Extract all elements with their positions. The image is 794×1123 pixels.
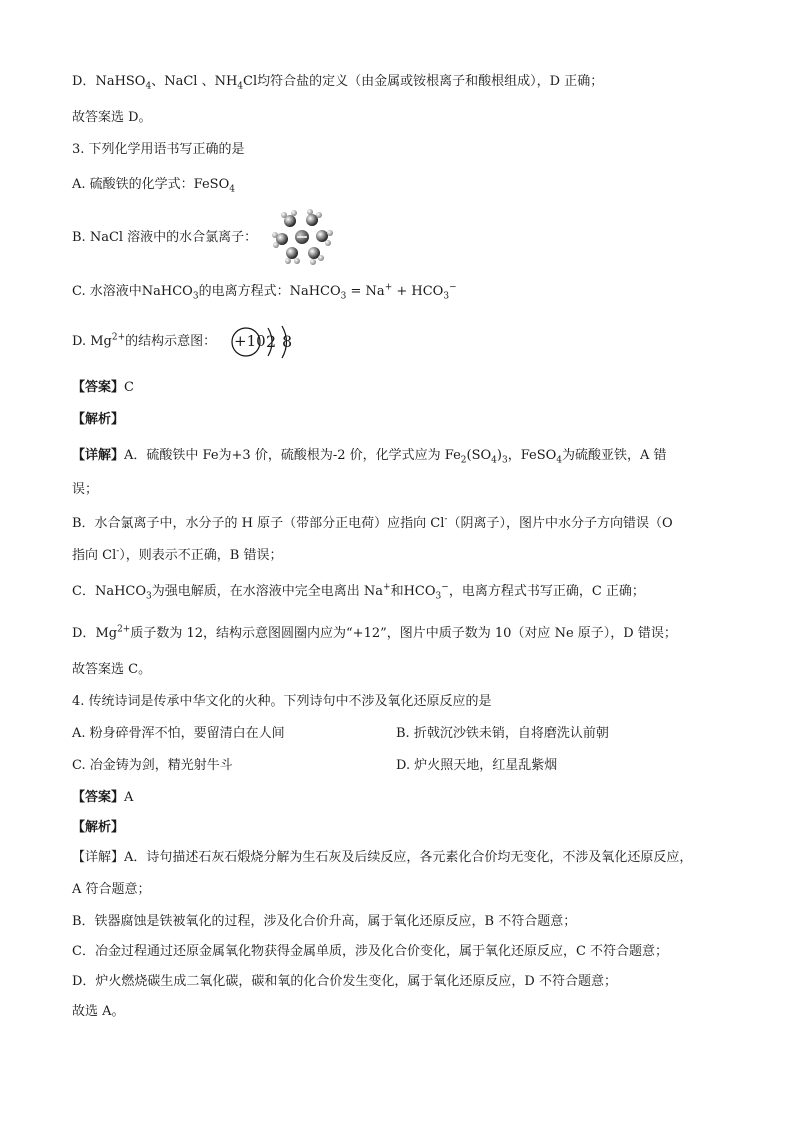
q4-analysis-tag: 【解析】 bbox=[72, 820, 125, 835]
q4-detail-a-line1: 【详解】A．诗句描述石灰石煅烧分解为生石灰及后续反应，各元素化合价均无变化，不涉及氧化还原反应， bbox=[72, 850, 693, 865]
q3-detail-b-line1: B．水合氯离子中，水分子的 H 原子（带部分正电荷）应指向 Cl-（阴离子），图片中水分子方向错误（O bbox=[72, 514, 673, 531]
hydrated-chloride-diagram bbox=[266, 208, 338, 266]
q3-detail-d: D．$Mg^{2+}$质子数为 12，结构示意图圆圈内应为“+12”，图片中质子数为 10（对应 Ne 原子），D 错误； bbox=[72, 624, 677, 641]
shell-1-electrons: 2 bbox=[266, 332, 277, 351]
q3-detail-b-line2: 指向 Cl-），则表示不正确，B 错误； bbox=[72, 546, 283, 563]
q4-option-b: B. 折戟沉沙铁未销，自将磨洗认前朝 bbox=[396, 726, 609, 741]
q4-option-c: C. 冶金铸为剑，精光射牛斗 bbox=[72, 758, 233, 773]
q3-detail-a-line1: 【详解】A．硫酸铁中 Fe为+3 价，硫酸根为-2 价，化学式应为 $Fe_2(SO_4)_3$，FeSO$_4$为硫酸亚铁，A 错 bbox=[72, 448, 667, 466]
q4-detail-c: C．冶金过程通过还原金属氧化物获得金属单质，涉及化合价变化，属于氧化还原反应，C 不符合题意； bbox=[72, 944, 669, 959]
q4-stem: 4. 传统诗词是传承中华文化的火种。下列诗句中不涉及氧化还原反应的是 bbox=[72, 694, 492, 709]
q4-option-a: A. 粉身碎骨浑不怕，要留清白在人间 bbox=[72, 726, 285, 741]
q3-detail-a-line2: 误； bbox=[72, 482, 99, 497]
nucleus-charge: +10 bbox=[234, 332, 266, 350]
q4-detail-a-line2: A 符合题意； bbox=[72, 882, 151, 897]
q4-detail-d: D．炉火燃烧碳生成二氧化碳，碳和氧的化合价发生变化，属于氧化还原反应，D 不符合题意； bbox=[72, 974, 617, 989]
q3-option-b: B. NaCl 溶液中的水合氯离子： bbox=[72, 230, 258, 245]
q3-option-c: C. 水溶液中NaHCO$_3$的电离方程式：NaHCO$_3$ = $Na^+ + HCO_3^-$ bbox=[72, 282, 457, 302]
q3-option-d: D. $Mg^{2+}$的结构示意图： bbox=[72, 332, 217, 349]
q4-detail-b: B．铁器腐蚀是铁被氧化的过程，涉及化合价升高，属于氧化还原反应，B 不符合题意； bbox=[72, 914, 577, 929]
mg-ion-structure-diagram bbox=[230, 322, 300, 362]
q3-answer: 【答案】C bbox=[72, 380, 134, 395]
q3-analysis-tag: 【解析】 bbox=[72, 412, 125, 427]
q3-option-a: A. 硫酸铁的化学式：FeSO$_4$ bbox=[72, 177, 235, 195]
q3-stem: 3. 下列化学用语书写正确的是 bbox=[72, 142, 245, 157]
shell-2-electrons: 8 bbox=[282, 332, 293, 351]
q2-conclusion: 故答案选 D。 bbox=[72, 110, 152, 125]
q3-detail-c: C．NaHCO$_3$为强电解质，在水溶液中完全电离出 Na+和$HCO_3^-$，电离方程式书写正确，C 正确； bbox=[72, 582, 645, 602]
q4-option-d: D. 炉火照天地，红星乱紫烟 bbox=[396, 758, 558, 773]
q2-option-d-explanation: D．NaHSO$_4$、NaCl 、$NH_4Cl$均符合盐的定义（由金属或铵根离子和酸根组成），D 正确； bbox=[72, 74, 604, 92]
q4-answer: 【答案】A bbox=[72, 790, 134, 805]
q4-conclusion: 故选 A。 bbox=[72, 1004, 125, 1019]
q3-conclusion: 故答案选 C。 bbox=[72, 662, 152, 677]
